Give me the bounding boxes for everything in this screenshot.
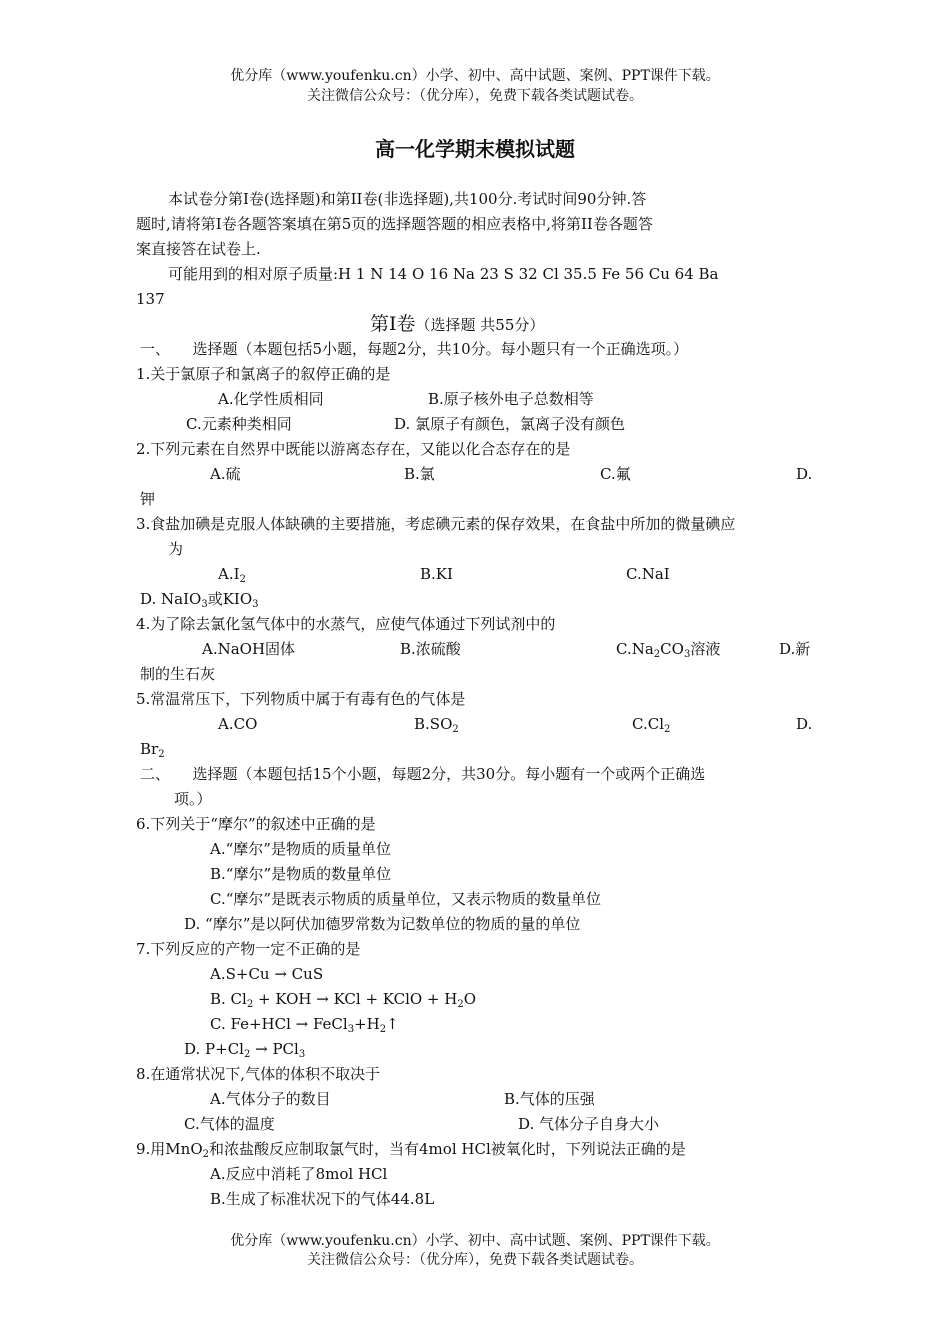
option-d: D. 氯原子有颜色，氯离子没有颜色 — [394, 415, 626, 433]
question-stem-continued: 为 — [168, 540, 184, 558]
option-c — [632, 714, 670, 740]
subscript: 3 — [252, 599, 259, 610]
option-b — [210, 989, 476, 1015]
option-b: B.“摩尔”是物质的数量单位 — [210, 865, 392, 883]
question-stem: 1.关于氯原子和氯离子的叙停正确的是 — [136, 365, 391, 383]
option-c-text: C.Cl — [632, 715, 664, 733]
option-c — [616, 639, 720, 665]
section-heading-continued: 项。） — [174, 790, 212, 808]
option-c: C.NaI — [626, 565, 670, 583]
question-stem: 5.常温常压下，下列物质中属于有毒有色的气体是 — [136, 690, 466, 708]
question-stem: 4.为了除去氯化氢气体中的水蒸气，应使气体通过下列试剂中的 — [136, 615, 556, 633]
option-b-text: + KOH → KCl + KClO + H — [253, 990, 458, 1008]
atomic-mass-line: 可能用到的相对原子质量:H 1 N 14 O 16 Na 23 S 32 Cl 35.5 Fe 56 Cu 64 Ba — [168, 265, 719, 283]
option-d — [184, 1039, 305, 1065]
option-d: D. — [796, 465, 813, 483]
option-a: A.硫 — [210, 465, 241, 483]
subscript: 2 — [379, 1024, 387, 1035]
option-d-continued: 制的生石灰 — [140, 665, 216, 683]
subscript: 3 — [683, 649, 691, 660]
subscript: 2 — [158, 749, 165, 760]
option-b: B.浓硫酸 — [400, 640, 461, 658]
subscript: 3 — [201, 599, 208, 610]
question-stem: 3.食盐加碘是克服人体缺碘的主要措施，考虑碘元素的保存效果，在食盐中所加的微量碘应 — [136, 515, 736, 533]
volume-note: （选择题 共55分） — [415, 316, 545, 334]
subscript: 2 — [243, 1049, 251, 1060]
option-d-text: → PCl — [250, 1040, 299, 1058]
footer-line-1: 优分库（www.youfenku.cn）小学、初中、高中试题、案例、PPT课件下载。 — [230, 1233, 720, 1249]
option-d-text: D. NaIO — [140, 590, 202, 608]
option-a: A.反应中消耗了8mol HCl — [210, 1165, 388, 1183]
option-c-text: ↑ — [386, 1015, 399, 1033]
option-a: A.S+Cu → CuS — [210, 965, 324, 983]
subscript: 2 — [202, 1149, 210, 1160]
header-line-1: 优分库（www.youfenku.cn）小学、初中、高中试题、案例、PPT课件下载。 — [230, 68, 720, 84]
footer-line-2: 关注微信公众号：（优分库），免费下载各类试题试卷。 — [307, 1252, 643, 1268]
question-stem: 8.在通常状况下,气体的体积不取决于 — [136, 1065, 381, 1083]
option-b — [414, 714, 459, 740]
subscript: 2 — [246, 999, 254, 1010]
subscript: 2 — [653, 649, 661, 660]
question-stem: 7.下列反应的产物一定不正确的是 — [136, 940, 361, 958]
header-line-2: 关注微信公众号：（优分库），免费下载各类试题试卷。 — [307, 88, 643, 104]
option-c: C.氟 — [600, 465, 631, 483]
subscript: 2 — [452, 724, 459, 735]
atomic-mass-line: 137 — [136, 290, 165, 308]
volume-heading — [370, 314, 544, 335]
option-c — [210, 1014, 399, 1040]
option-a: A.气体分子的数目 — [210, 1090, 331, 1108]
option-d-continued: 钾 — [140, 490, 156, 508]
option-a-text: A.I — [218, 565, 240, 583]
option-d: D. — [796, 715, 813, 733]
subscript: 2 — [239, 574, 246, 585]
option-a — [218, 564, 246, 590]
option-b-text: B. Cl — [210, 990, 247, 1008]
option-c: C.“摩尔”是既表示物质的质量单位，又表示物质的数量单位 — [210, 890, 602, 908]
intro-line: 本试卷分第I卷(选择题)和第II卷(非选择题),共100分.考试时间90分钟.答 — [168, 190, 647, 208]
option-b: B.生成了标准状况下的气体44.8L — [210, 1190, 435, 1208]
option-b-text: B.SO — [414, 715, 453, 733]
section-heading: 一、 选择题（本题包括5小题，每题2分，共10分。每小题只有一个正确选项。） — [140, 340, 689, 358]
page-title: 高一化学期末模拟试题 — [375, 137, 575, 161]
option-d-text: Br — [140, 740, 159, 758]
option-c-text: +H — [354, 1015, 380, 1033]
option-d-text: D. P+Cl — [184, 1040, 244, 1058]
question-stem — [136, 1139, 686, 1165]
subscript: 3 — [298, 1049, 306, 1060]
option-b: B.气体的压强 — [504, 1090, 595, 1108]
option-c: C.气体的温度 — [184, 1115, 275, 1133]
option-b: B.KI — [420, 565, 453, 583]
option-b-text: O — [463, 990, 477, 1008]
option-d-continued — [140, 739, 165, 765]
intro-line: 案直接答在试卷上. — [136, 240, 261, 258]
option-d-text: 或KIO — [207, 590, 253, 608]
option-d: D. “摩尔”是以阿伏加德罗常数为记数单位的物质的量的单位 — [184, 915, 581, 933]
option-c-text: C.Na — [616, 640, 654, 658]
question-stem-text: 9.用MnO — [136, 1140, 203, 1158]
option-a: A.NaOH固体 — [202, 640, 296, 658]
option-c-text: 溶液 — [690, 640, 721, 658]
question-stem-text: 和浓盐酸反应制取氯气时，当有4mol HCl被氧化时，下列说法正确的是 — [209, 1140, 686, 1158]
section-heading: 二、 选择题（本题包括15个小题，每题2分，共30分。每小题有一个或两个正确选 — [140, 765, 706, 783]
option-d: D. 气体分子自身大小 — [518, 1115, 660, 1133]
volume-main: 第I卷 — [370, 313, 416, 335]
option-c-text: CO — [660, 640, 684, 658]
question-stem: 6.下列关于“摩尔”的叙述中正确的是 — [136, 815, 376, 833]
question-stem: 2.下列元素在自然界中既能以游离态存在，又能以化合态存在的是 — [136, 440, 571, 458]
option-a: A.“摩尔”是物质的质量单位 — [210, 840, 391, 858]
option-c-text: C. Fe+HCl → FeCl — [210, 1015, 348, 1033]
subscript: 3 — [347, 1024, 355, 1035]
option-d: D.新 — [779, 640, 811, 658]
intro-line: 题时,请将第I卷各题答案填在第5页的选择题答题的相应表格中,将第II卷各题答 — [136, 215, 653, 233]
option-d — [140, 589, 259, 615]
subscript: 2 — [457, 999, 464, 1010]
option-c: C.元素种类相同 — [186, 415, 292, 433]
option-a: A.化学性质相同 — [218, 390, 324, 408]
option-a: A.CO — [218, 715, 258, 733]
option-b: B.氯 — [404, 465, 435, 483]
option-b: B.原子核外电子总数相等 — [428, 390, 594, 408]
subscript: 2 — [664, 724, 671, 735]
